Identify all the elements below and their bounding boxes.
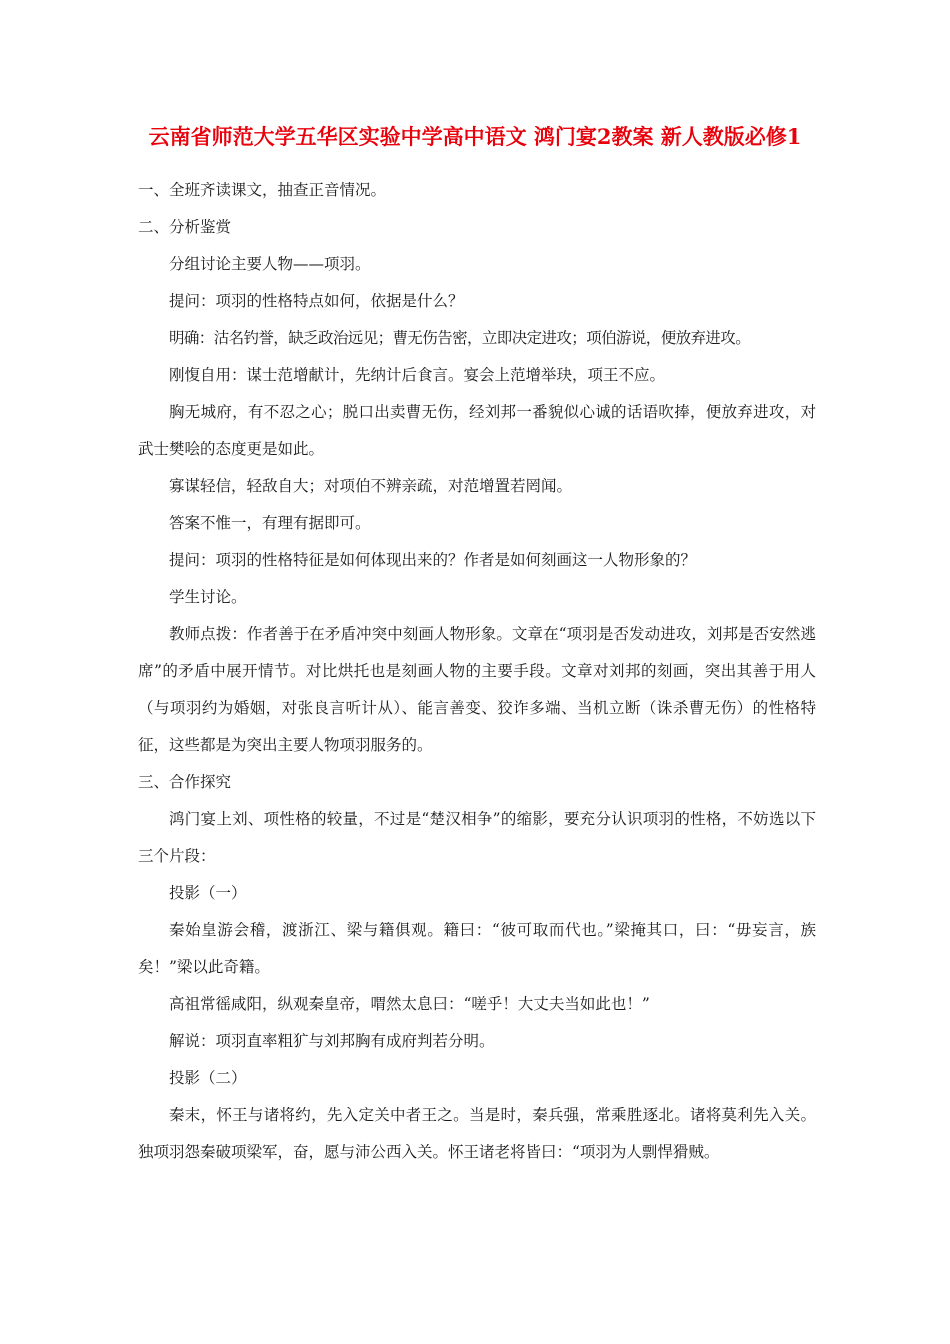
paragraph: 教师点拨：作者善于在矛盾冲突中刻画人物形象。文章在“项羽是否发动进攻，刘邦是否安然逃席”的矛盾中展开情节。对比烘托也是刻画人物的主要手段。文章对刘邦的刻画，突出其善于用人（与项羽约为婚姻，对张良言听计从）、能言善变、狡诈多端、当机立断（诛杀曹无伤）的性格特征，这些都是为突出主要人物项羽服务的。 (138, 625, 816, 754)
document-title: 云南省师范大学五华区实验中学高中语文 鸿门宴2教案 新人教版必修1 (148, 124, 802, 149)
paragraph: 胸无城府，有不忍之心；脱口出卖曹无伤，经刘邦一番貌似心诚的话语吹捧，便放弃进攻，对武士樊哙的态度更是如此。 (138, 403, 816, 458)
paragraph: 投影（二） (169, 1069, 247, 1087)
paragraph: 提问：项羽的性格特征是如何体现出来的？作者是如何刻画这一人物形象的？ (169, 551, 697, 569)
paragraph: 解说：项羽直率粗犷与刘邦胸有成府判若分明。 (169, 1032, 495, 1050)
paragraph: 刚愎自用：谋士范增献计，先纳计后食言。宴会上范增举玦，项王不应。 (169, 366, 666, 384)
paragraph: 投影（一） (169, 884, 247, 902)
section-heading-3: 三、合作探究 (138, 773, 232, 791)
paragraph: 高祖常徭咸阳，纵观秦皇帝，喟然太息曰：“嗟乎！大丈夫当如此也！” (169, 995, 650, 1013)
paragraph: 明确：沽名钓誉，缺乏政治远见；曹无伤告密，立即决定进攻；项伯游说，便放弃进攻。 (169, 329, 751, 347)
paragraph: 分组讨论主要人物——项羽。 (169, 255, 371, 273)
paragraph: 学生讨论。 (169, 588, 247, 606)
paragraph: 寡谋轻信，轻敌自大；对项伯不辨亲疏，对范增置若罔闻。 (169, 477, 573, 495)
paragraph: 鸿门宴上刘、项性格的较量，不过是“楚汉相争”的缩影，要充分认识项羽的性格，不妨选以下三个片段： (138, 810, 816, 865)
section-heading-1: 一、全班齐读课文，抽查正音情况。 (138, 181, 387, 199)
paragraph: 答案不惟一，有理有据即可。 (169, 514, 371, 532)
paragraph: 秦始皇游会稽，渡浙江、梁与籍俱观。籍曰：“彼可取而代也。”梁掩其口，曰：“毋妄言，族矣！”梁以此奇籍。 (138, 921, 816, 976)
document-body (138, 172, 816, 1171)
paragraph: 提问：项羽的性格特点如何，依据是什么？ (169, 292, 464, 310)
paragraph: 秦末，怀王与诸将约，先入定关中者王之。当是时，秦兵强，常乘胜逐北。诸将莫利先入关。独项羽怨秦破项梁军，奋，愿与沛公西入关。怀王诸老将皆曰：“项羽为人剽悍猾贼。 (138, 1106, 816, 1161)
section-heading-2: 二、分析鉴赏 (138, 218, 232, 236)
